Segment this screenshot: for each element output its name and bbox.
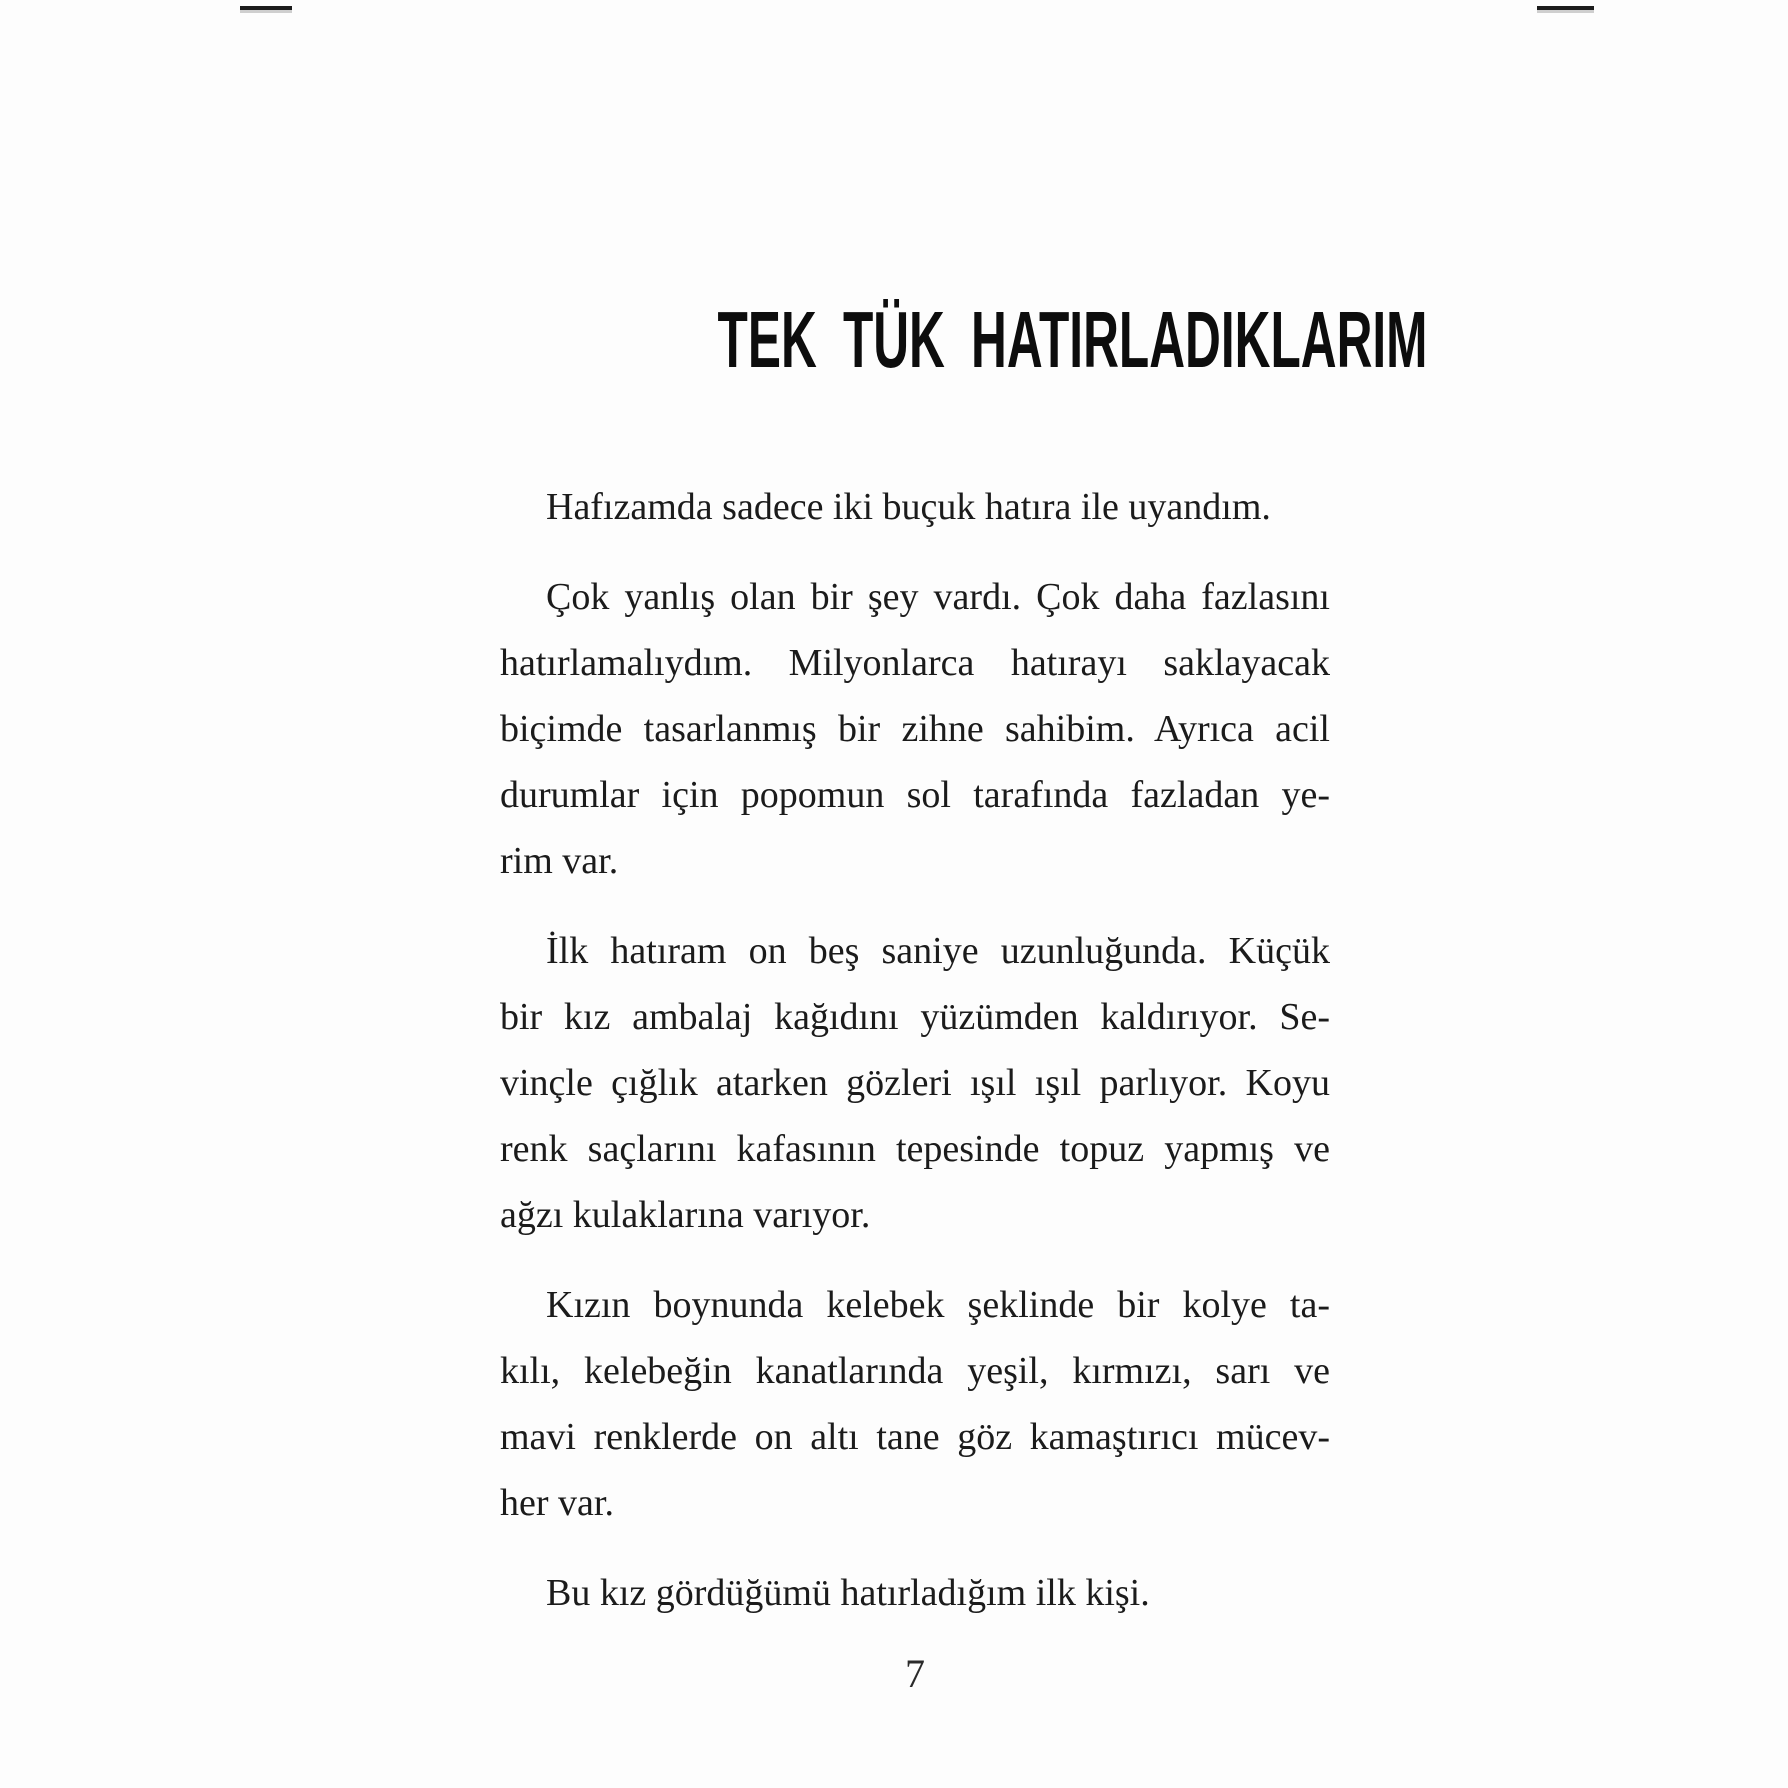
text-line: Çok yanlış olan bir şey vardı. Çok daha fazlasını (546, 576, 1330, 618)
paragraph (500, 1272, 1330, 1536)
text-line: mavi renklerde on altı tane göz kamaştırıcı mücev- (500, 1416, 1330, 1458)
text-line: Bu kız gördüğümü hatırladığım ilk kişi. (546, 1572, 1150, 1614)
top-left-page-mark (240, 6, 292, 10)
paragraph (500, 1560, 1330, 1626)
text-line: bir kız ambalaj kağıdını yüzümden kaldırıyor. Se- (500, 996, 1330, 1038)
text-line: rim var. (500, 840, 619, 882)
text-line: İlk hatıram on beş saniye uzunluğunda. Küçük (546, 930, 1330, 972)
text-line: renk saçlarını kafasının tepesinde topuz yapmış ve (500, 1128, 1330, 1170)
text-line: hatırlamalıydım. Milyonlarca hatırayı saklayacak (500, 642, 1330, 684)
text-line: vinçle çığlık atarken gözleri ışıl ışıl parlıyor. Koyu (500, 1062, 1330, 1104)
body-text (500, 474, 1330, 1650)
paragraph (500, 564, 1330, 894)
chapter-title-wrap (500, 295, 1428, 384)
text-line: her var. (500, 1482, 614, 1524)
text-line: Kızın boynunda kelebek şeklinde bir kolye ta- (546, 1284, 1330, 1326)
text-line: ağzı kulaklarına varıyor. (500, 1194, 871, 1236)
paragraph (500, 474, 1330, 540)
text-line: kılı, kelebeğin kanatlarında yeşil, kırmızı, sarı ve (500, 1350, 1330, 1392)
top-right-page-mark (1537, 6, 1594, 10)
text-line: biçimde tasarlanmış bir zihne sahibim. Ayrıca acil (500, 708, 1330, 750)
text-line: Hafızamda sadece iki buçuk hatıra ile uyandım. (546, 486, 1271, 528)
page-number: 7 (905, 1651, 925, 1696)
text-line: durumlar için popomun sol tarafında fazladan ye- (500, 774, 1330, 816)
paragraph (500, 918, 1330, 1248)
chapter-title: TEK TÜK HATIRLADIKLARIM (717, 295, 1428, 384)
